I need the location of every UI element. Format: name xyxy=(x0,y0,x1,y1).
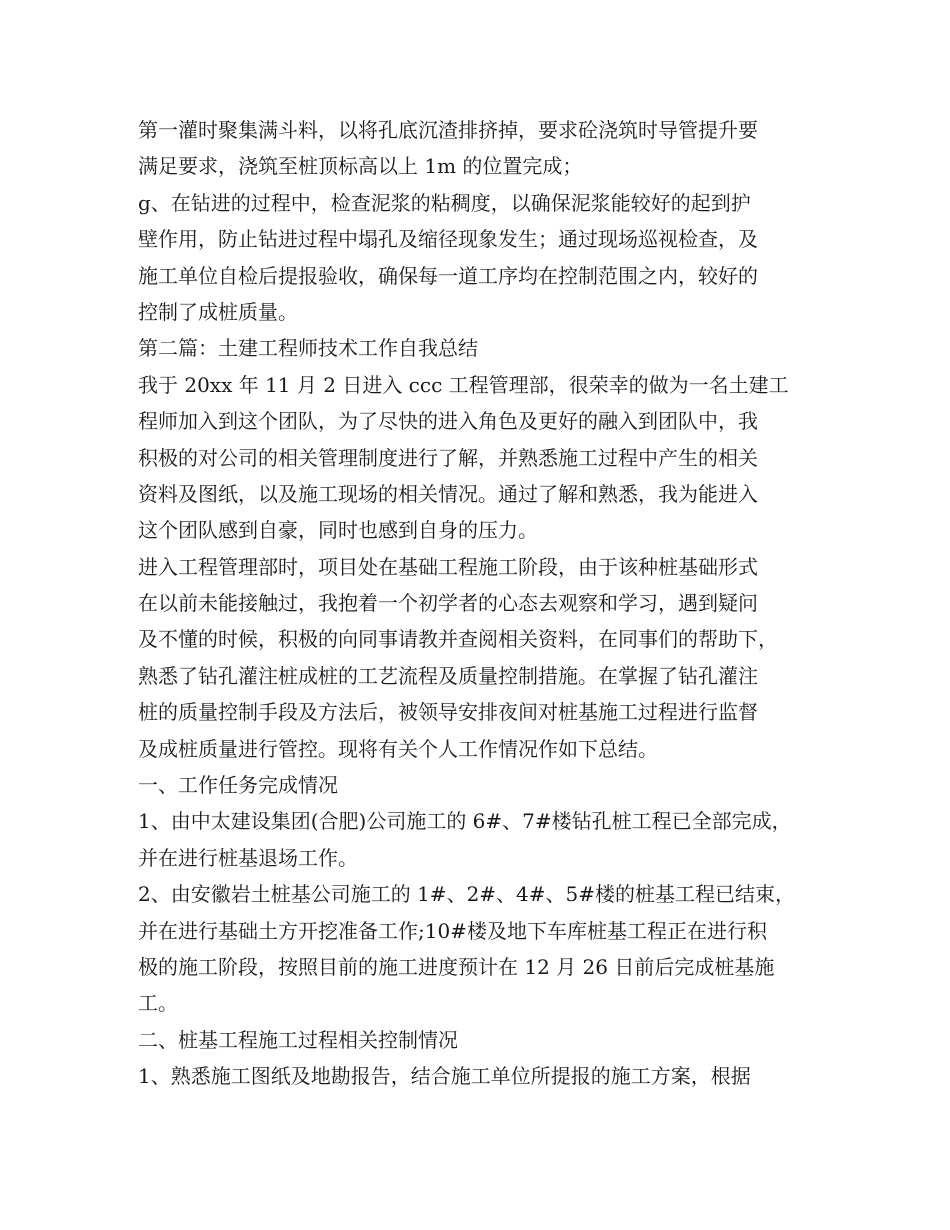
text-line: 熟悉了钻孔灌注桩成桩的工艺流程及质量控制措施。在掌握了钻孔灌注 xyxy=(138,663,758,688)
text-line: 桩的质量控制手段及方法后，被领导安排夜间对桩基施工过程进行监督 xyxy=(138,700,758,725)
text-line: 1、熟悉施工图纸及地勘报告，结合施工单位所提报的施工方案，根据 xyxy=(138,1064,751,1089)
text-line: 2、由安徽岩土桩基公司施工的 1#、2#、4#、5#楼的桩基工程已结束， xyxy=(138,882,796,907)
text-line: g、在钻进的过程中，检查泥浆的粘稠度，以确保泥浆能较好的起到护 xyxy=(138,190,751,215)
text-line: 控制了成桩质量。 xyxy=(138,299,298,324)
text-line: 壁作用，防止钻进过程中塌孔及缩径现象发生；通过现场巡视检查，及 xyxy=(138,227,758,252)
text-line: 并在进行基础土方开挖准备工作;10#楼及地下车库桩基工程正在进行积 xyxy=(138,918,767,943)
text-line: 进入工程管理部时，项目处在基础工程施工阶段，由于该种桩基础形式 xyxy=(138,554,758,579)
text-line: 程师加入到这个团队，为了尽快的进入角色及更好的融入到团队中，我 xyxy=(138,409,758,434)
document-body xyxy=(138,112,838,1095)
section-heading: 二、桩基工程施工过程相关控制情况 xyxy=(138,1027,458,1052)
text-line: 积极的对公司的相关管理制度进行了解，并熟悉施工过程中产生的相关 xyxy=(138,445,758,470)
text-line: 满足要求，浇筑至桩顶标高以上 1m 的位置完成； xyxy=(138,154,583,179)
section-heading: 第二篇：土建工程师技术工作自我总结 xyxy=(138,336,478,361)
text-line: 工。 xyxy=(138,991,178,1016)
text-line: 及成桩质量进行管控。现将有关个人工作情况作如下总结。 xyxy=(138,736,658,761)
text-line: 1、由中太建设集团(合肥)公司施工的 6#、7#楼钻孔桩工程已全部完成， xyxy=(138,809,792,834)
text-line: 极的施工阶段，按照目前的施工进度预计在 12 月 26 日前后完成桩基施 xyxy=(138,954,775,979)
text-line: 并在进行桩基退场工作。 xyxy=(138,845,358,870)
section-heading: 一、工作任务完成情况 xyxy=(138,773,338,798)
text-line: 资料及图纸，以及施工现场的相关情况。通过了解和熟悉，我为能进入 xyxy=(138,481,758,506)
text-line: 这个团队感到自豪，同时也感到自身的压力。 xyxy=(138,518,538,543)
text-line: 施工单位自检后提报验收，确保每一道工序均在控制范围之内，较好的 xyxy=(138,263,758,288)
text-line: 我于 20xx 年 11 月 2 日进入 ccc 工程管理部，很荣幸的做为一名土建工 xyxy=(138,372,789,397)
text-line: 及不懂的时候，积极的向同事请教并查阅相关资料，在同事们的帮助下， xyxy=(138,627,778,652)
text-line: 在以前未能接触过，我抱着一个初学者的心态去观察和学习，遇到疑问 xyxy=(138,591,758,616)
text-line: 第一灌时聚集满斗料，以将孔底沉渣排挤掉，要求砼浇筑时导管提升要 xyxy=(138,118,758,142)
